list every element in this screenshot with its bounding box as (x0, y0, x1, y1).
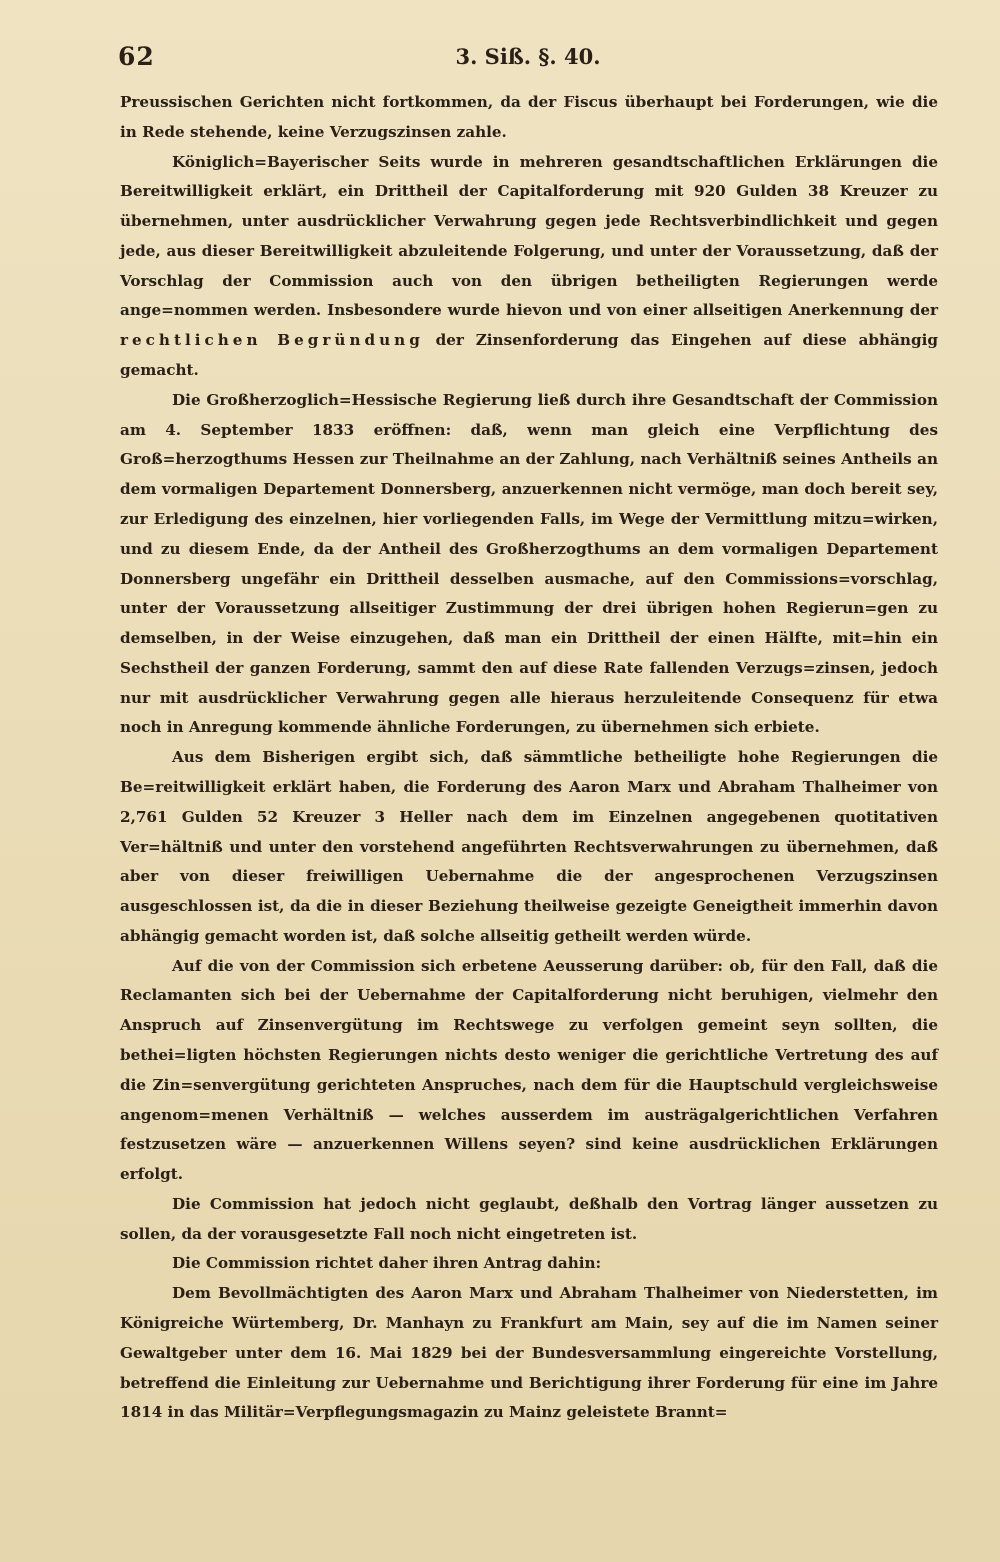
paragraph-8: Dem Bevollmächtigten des Aaron Marx und Abraham Thalheimer von Niederstetten, im Königreiche Würtemberg, Dr. Manhayn zu Frankfurt am Main, sey auf die im Namen seiner Gewaltgeber unter dem 16. Mai 1829 bei der Bundesversammlung eingereichte Vorstellung, betreffend die Einleitung zur Uebernahme und Berichtigung ihrer Forderung für eine im Jahre 1814 in das Militär=Verpflegungsmagazin zu Mainz geleistete Brannt= (120, 1284, 938, 1422)
paragraph-2-tail: der Zinsenforderung das Eingehen auf diese abhängig gemacht. (120, 331, 938, 380)
spaced-emphasis: rechtlichen Begründung (120, 331, 424, 350)
section-reference: 3. Siß. §. 40. (455, 44, 601, 69)
paragraph-6: Die Commission hat jedoch nicht geglaubt, deßhalb den Vortrag länger aussetzen zu sollen, da der vorausgesetzte Fall noch nicht eingetreten ist. (120, 1194, 938, 1243)
paragraph-7: Die Commission richtet daher ihren Antrag dahin: (172, 1254, 602, 1273)
paragraph-3: Die Großherzoglich=Hessische Regierung ließ durch ihre Gesandtschaft der Commission am 4. September 1833 eröffnen: daß, wenn man gleich eine Verpflichtung des Groß=herzogthums Hessen zur Theilnahme an der Zahlung, nach Verhältniß seines Antheils an dem vormaligen Departement Donnersberg, anzuerkennen nicht vermöge, man doch bereit sey, zur Erledigung des einzelnen, hier vorliegenden Falls, im Wege der Vermittlung mitzu=wirken, und zu diesem Ende, da der Antheil des Großherzogthums an dem vormaligen Departement Donnersberg ungefähr ein Drittheil desselben ausmache, auf den Commissions=vorschlag, unter der Voraussetzung allseitiger Zustimmung der drei übrigen hohen Regierun=gen zu demselben, in der Weise einzugehen, daß man ein Drittheil der einen Hälfte, mit=hin ein Sechstheil der ganzen Forderung, sammt den auf diese Rate fallenden Verzugs=zinsen, jedoch nur mit ausdrücklicher Verwahrung gegen alle hieraus herzuleitende Consequenz für etwa noch in Anregung kommende ähnliche Forderungen, zu übernehmen sich erbiete. (120, 390, 938, 737)
paragraph-4: Aus dem Bisherigen ergibt sich, daß sämmtliche betheiligte hohe Regierungen die Be=reitwilligkeit erklärt haben, die Forderung des Aaron Marx und Abraham Thalheimer von 2,761 Gulden 52 Kreuzer 3 Heller nach dem im Einzelnen angegebenen quotitativen Ver=hältniß und unter den vorstehend angeführten Rechtsverwahrungen zu übernehmen, daß aber von dieser freiwilligen Uebernahme die der angesprochenen Verzugszinsen ausgeschlossen ist, da die in dieser Beziehung theilweise gezeigte Geneigtheit immerhin davon abhängig gemacht worden ist, daß solche allseitig getheilt werden würde. (120, 748, 938, 945)
paragraph-2-text: Königlich=Bayerischer Seits wurde in mehreren gesandtschaftlichen Erklärungen die Bereitwilligkeit erklärt, ein Drittheil der Capitalforderung mit 920 Gulden 38 Kreuzer zu übernehmen, unter ausdrücklicher Verwahrung gegen jede Rechtsverbindlichkeit und gegen jede, aus dieser Bereitwilligkeit abzuleitende Folgerung, und unter der Voraussetzung, daß der Vorschlag der Commission auch von den übrigen betheiligten Regierungen werde ange=nommen werden. Insbesondere wurde hievon und von einer allseitigen Anerkennung der (120, 152, 938, 320)
paragraph-2 (120, 148, 938, 386)
body-text (120, 88, 938, 1428)
running-head (118, 42, 938, 82)
page-number: 62 (118, 42, 155, 71)
paragraph-5: Auf die von der Commission sich erbetene Aeusserung darüber: ob, für den Fall, daß die Reclamanten sich bei der Uebernahme der Capitalforderung nicht beruhigen, vielmehr den Anspruch auf Zinsenvergütung im Rechtswege zu verfolgen gemeint seyn sollten, die bethei=ligten höchsten Regierungen nichts desto weniger die gerichtliche Vertretung des auf die Zin=senvergütung gerichteten Anspruches, nach dem für die Hauptschuld vergleichsweise angenom=menen Verhältniß — welches ausserdem im austrägalgerichtlichen Verfahren festzusetzen wäre — anzuerkennen Willens seyen? sind keine ausdrücklichen Erklärungen erfolgt. (120, 956, 938, 1184)
paragraph-1: Preussischen Gerichten nicht fortkommen, da der Fiscus überhaupt bei Forderungen, wie die in Rede stehende, keine Verzugszinsen zahle. (120, 93, 938, 141)
